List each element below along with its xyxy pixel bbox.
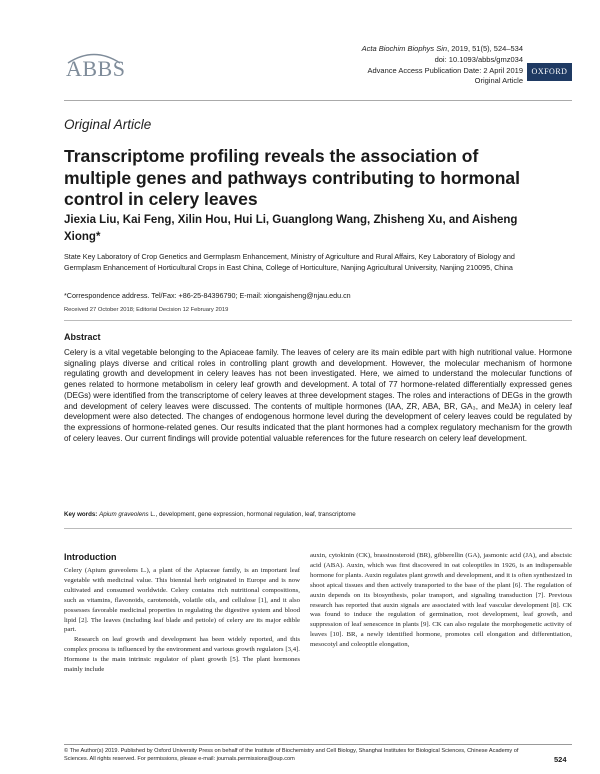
- oxford-logo: OXFORD: [527, 63, 572, 81]
- correspondence: *Correspondence address. Tel/Fax: +86-25-84396790; E-mail: xiongaisheng@njau.edu.cn: [64, 291, 351, 300]
- doi[interactable]: doi: 10.1093/abbs/gmz034: [434, 54, 523, 64]
- logo-text: ABBS: [66, 56, 126, 81]
- article-type: Original Article: [474, 76, 523, 86]
- keywords-divider: [64, 528, 572, 529]
- introduction-heading: Introduction: [64, 552, 117, 562]
- abbs-logo: [64, 50, 124, 80]
- article-title: Transcriptome profiling reveals the association of multiple genes and pathways contributing to hormonal control in celery leaves: [64, 146, 520, 209]
- received-dates: Received 27 October 2018; Editorial Decision 12 February 2019: [64, 307, 229, 313]
- page-number: 524: [554, 755, 567, 764]
- intro-paragraph-3: auxin, cytokinin (CK), brassinosteroid (BR), gibberellin (GA), jasmonic acid (JA), and abscisic acid (ABA). Auxin, which was first discovered in oat coleoptiles in 1926, is an indispensable hormone for plants. Auxin regulates plant growth and development, and it is often synthesized in shoot apical tissues and then actively transported to the base of the plant [6]. The regulation of auxin depends on its biosynthesis, polar transport, and signaling transduction [7]. Previous research has reported that auxin signals are associated with leaf vascular development [8]. CK was found to induce the regulation of germination, root development, leaf growth, and suppression of leaf senescence in plants [9]. CK can also regulate the morphogenetic activity of leaves [10]. BR, a newly identified hormone, promotes cell elongation and differentiation, mesocotyl and coleoptile elongation,: [310, 552, 572, 649]
- abstract-text: Celery is a vital vegetable belonging to the Apiaceae family. The leaves of celery are its main edible part with high nutritional value. Hormone signaling plays diverse and critical roles in controlling plant growth and development. However, the molecular mechanism of hormone regulating growth and development in celery leaves has not been investigated. Here, we aimed to understand the molecular functions of genes related to hormone metabolism in celery leaf growth and development. A total of 77 hormone-related differentially expressed genes (DEGs) were identified from the transcriptome of celery leaves at three development stages. The roles and interactions of DEGs in the growth and development of celery leaves were discussed. The contents of multiple hormones (IAA, ZR, ABA, BR, GA₃, and MeJA) in celery leaf development were also detected. The changes of endogenous hormone level during the development of celery leaves could be regulated by the expressions of hormone-related genes. Our results indicated that the plant hormones had a complex regulatory mechanism for the growth of celery leaves. Our current findings will provide potential valuable references for the future research on celery leaf development.: [64, 348, 572, 443]
- copyright-notice: © The Author(s) 2019. Published by Oxford University Press on behalf of the Institute of Biochemistry and Cell Biology, Shanghai Institutes for Biological Sciences, Chinese Academy of Sciences. All rights reserved. For permissions, please e-mail: journals.permissions@oup.com: [64, 748, 519, 763]
- footer-divider: [64, 744, 572, 745]
- right-column: [310, 551, 572, 650]
- keywords-species: Apium graveolens: [99, 511, 149, 518]
- keywords: [64, 510, 572, 519]
- journal-info: [283, 44, 523, 87]
- keywords-label: Key words:: [64, 511, 98, 518]
- authors: Jiexia Liu, Kai Feng, Xilin Hou, Hui Li, Guanglong Wang, Zhisheng Xu, and Aisheng Xiong*: [64, 214, 518, 243]
- intro-paragraph-2: Research on leaf growth and development has been widely reported, and this complex process is influenced by the environment and various growth regulators [3,4]. Hormone is the main intrinsic regulator of plant growth [5]. The plant hormones mainly include: [64, 636, 300, 674]
- header-divider: [64, 100, 572, 101]
- affiliation: State Key Laboratory of Crop Genetics and Germplasm Enhancement, Ministry of Agriculture and Rural Affairs, Key Laboratory of Biology and Germplasm Enhancement of Horticultural Crops in East China, College of Horticulture, Nanjing Agricultural University, Nanjing 210095, China: [64, 252, 515, 272]
- keywords-list: L., development, gene expression, hormonal regulation, leaf, transcriptome: [148, 511, 356, 518]
- journal-name: Acta Biochim Biophys Sin: [361, 44, 448, 53]
- abstract-divider: [64, 320, 572, 321]
- intro-paragraph-1: Celery (Apium graveolens L.), a plant of the Apiaceae family, is an important leaf vegetable with medicinal value. This biennial herb originated in Europe and is now cultivated and consumed worldwide. Celery contains rich nutritional compositions, such as vitamins, flavonoids, carotenoids, volatile oils, and cellulose [1], and it also possesses favorable medicinal properties in regulating the digestive system and blood lipid [2]. The leaves (including leaf blade and petiole) of celery are its major edible part.: [64, 567, 300, 634]
- left-column: [64, 566, 300, 675]
- journal-citation: , 2019, 51(5), 524–534: [447, 44, 523, 53]
- section-label: Original Article: [64, 117, 152, 132]
- advance-access-date: Advance Access Publication Date: 2 April 2019: [367, 65, 523, 75]
- abstract-heading: Abstract: [64, 332, 101, 342]
